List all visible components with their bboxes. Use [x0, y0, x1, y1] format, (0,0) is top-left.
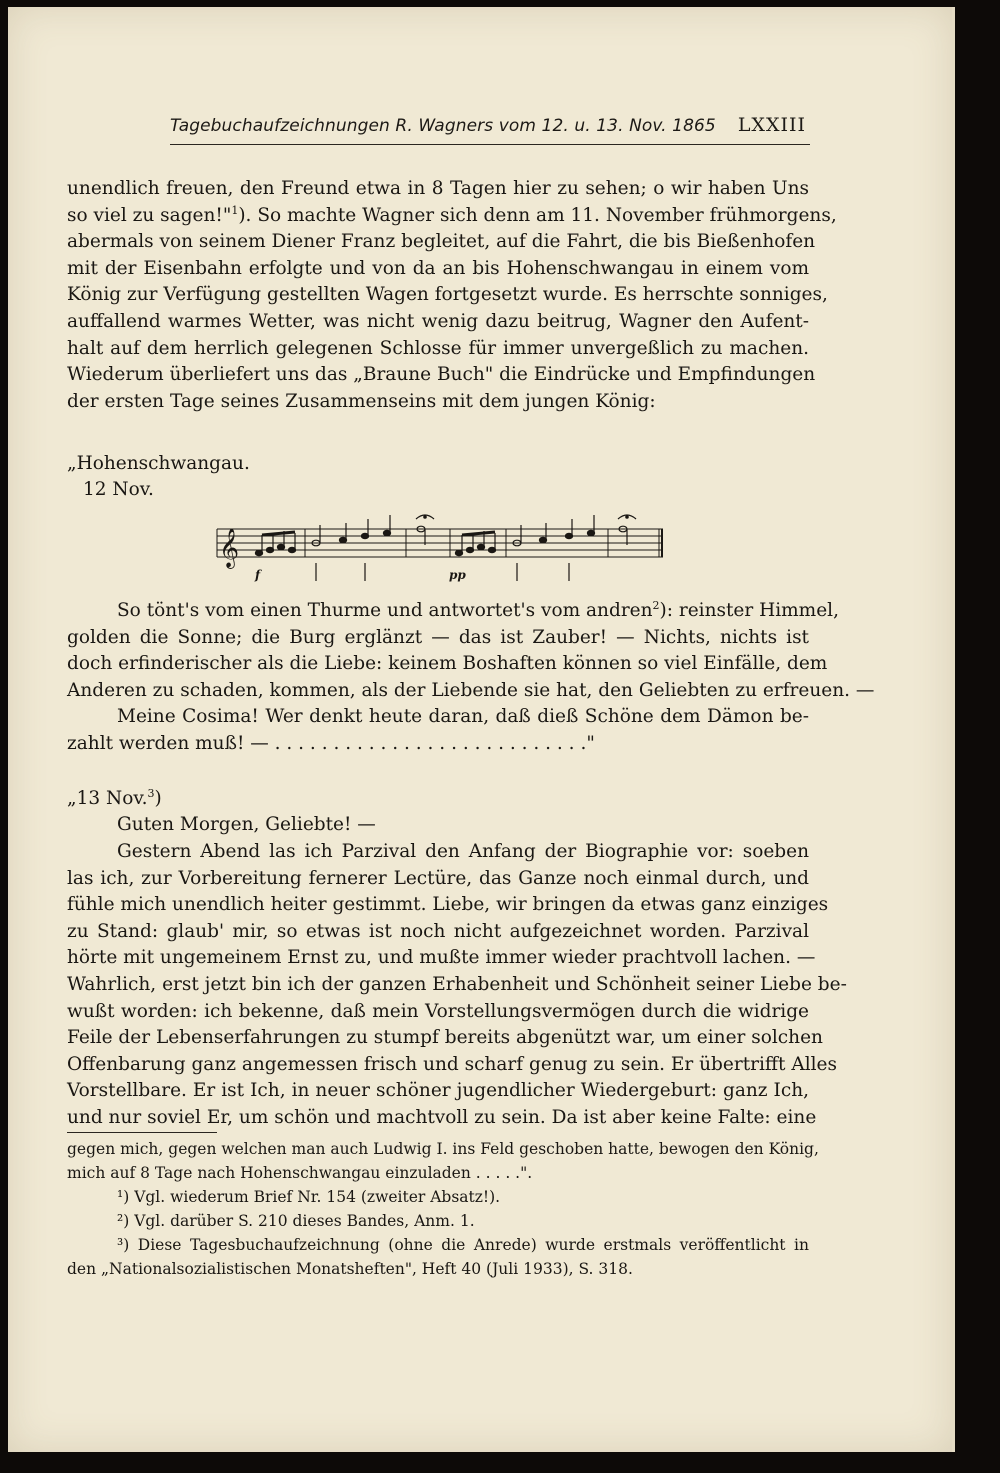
text-span: So tönt's vom einen Thurme und antwortet's vom andren	[117, 600, 653, 621]
paragraph-2	[67, 598, 875, 758]
text-line: doch erfinderischer als die Liebe: keinem Boshaften können so viel Einfälle, dem	[67, 653, 828, 675]
text-line: las ich, zur Vorbereitung fernerer Lectüre, das Ganze noch einmal durch, und	[67, 867, 809, 889]
footnote-ref: 3	[147, 786, 155, 800]
text-line	[67, 598, 839, 625]
text-span: ): reinster Himmel,	[659, 600, 839, 621]
footnote-1: ¹) Vgl. wiederum Brief Nr. 154 (zweiter Absatz!).	[117, 1188, 501, 1206]
footnote-rule	[67, 1132, 217, 1133]
text-line: golden die Sonne; die Burg erglänzt — das ist Zauber! — Nichts, nichts ist	[67, 626, 809, 648]
text-line: Wiederum überliefert uns das „Braune Buch" die Eindrücke und Empfindungen	[67, 364, 816, 386]
bass-stems	[316, 563, 569, 581]
entry-date: 12 Nov.	[83, 479, 154, 500]
text-span: ). So machte Wagner sich denn am 11. November frühmorgens,	[238, 204, 837, 226]
text-line: Gestern Abend las ich Parzival den Anfang der Biographie vor: soeben	[117, 841, 809, 862]
text-line: und nur soviel Er, um schön und machtvoll zu sein. Da ist aber keine Falte: eine	[67, 1106, 817, 1128]
text-line: mit der Eisenbahn erfolgte und von da an bis Hohenschwangau in einem vom	[67, 257, 809, 279]
paragraph-3	[67, 839, 847, 1132]
entry-place: „Hohenschwangau.	[67, 453, 250, 474]
entry-date: „13 Nov.$^3$)	[67, 786, 162, 809]
dynamic-pianissimo: pp	[449, 568, 466, 582]
text-line: Meine Cosima! Wer denkt heute daran, daß dieß Schöne dem Dämon be-	[117, 706, 809, 728]
running-header	[170, 112, 810, 142]
running-title: Tagebuchaufzeichnungen R. Wagners vom 12. u. 13. Nov. 1865	[170, 116, 716, 136]
footnote-2: ²) Vgl. darüber S. 210 dieses Bandes, Anm. 1.	[117, 1212, 475, 1230]
text-line: König zur Verfügung gestellten Wagen fortgesetzt wurde. Es herrschte sonniges,	[67, 284, 828, 306]
diary-entry-1-heading	[67, 451, 809, 503]
footnote-line: gegen mich, gegen welchen man auch Ludwig I. ins Feld geschoben hatte, bewogen den König,	[67, 1140, 819, 1158]
page-number: LXXIII	[737, 114, 806, 136]
text-line: Wahrlich, erst jetzt bin ich der ganzen Erhabenheit und Schönheit seiner Liebe be-	[67, 973, 847, 995]
text-line: zahlt werden muß! — . . . . . . . . . . . . . . . . . . . . . . . . . . ."	[67, 732, 595, 754]
text-line: zu Stand: glaub' mir, so etwas ist noch nicht aufgezeichnet worden. Parzival	[67, 920, 809, 942]
text-line: auffallend warmes Wetter, was nicht wenig dazu beitrug, Wagner den Aufent-	[67, 310, 809, 332]
footnote-ref: 2	[652, 598, 660, 612]
text-line: wußt worden: ich bekenne, daß mein Vorstellungsvermögen durch die widrige	[67, 1000, 809, 1022]
text-line: Feile der Lebenserfahrungen zu stumpf bereits abgenützt war, um einer solchen	[67, 1027, 823, 1049]
paragraph-1	[67, 176, 837, 415]
footnotes	[67, 1137, 819, 1281]
text-line: Anderen zu schaden, kommen, als der Liebende sie hat, den Geliebten zu erfreuen. —	[67, 679, 875, 701]
greeting: Guten Morgen, Geliebte! —	[117, 814, 376, 835]
text-span: so viel zu sagen!"	[67, 204, 232, 226]
footnote-3: ³) Diese Tagesbuchaufzeichnung (ohne die Anrede) wurde erstmals veröffentlicht in	[117, 1236, 809, 1254]
text-line: Vorstellbare. Er ist Ich, in neuer schöner jugendlicher Wiedergeburt: ganz Ich,	[67, 1080, 809, 1102]
text-line: der ersten Tage seines Zusammenseins mit dem jungen König:	[67, 390, 656, 412]
footnote-ref: 1	[231, 203, 239, 217]
text-line: hörte mit ungemeinem Ernst zu, und mußte immer wieder prachtvoll lachen. —	[67, 947, 816, 969]
text-line: fühle mich unendlich heiter gestimmt. Liebe, wir bringen da etwas ganz einziges	[67, 894, 829, 916]
text-line: Offenbarung ganz angemessen frisch und scharf genug zu sein. Er übertrifft Alles	[67, 1053, 837, 1075]
header-rule	[170, 144, 810, 145]
text-line	[67, 203, 837, 230]
treble-clef: 𝄞	[219, 528, 240, 568]
text-line: unendlich freuen, den Freund etwa in 8 Tagen hier zu sehen; o wir haben Uns	[67, 178, 809, 199]
footnote-line: mich auf 8 Tage nach Hohenschwangau einzuladen . . . . .".	[67, 1164, 533, 1182]
diary-entry-2-heading	[67, 786, 809, 838]
footnote-3-cont: den „Nationalsozialistischen Monatsheften", Heft 40 (Juli 1933), S. 318.	[67, 1260, 633, 1278]
dynamic-forte: f	[255, 568, 261, 582]
entry-date-text: „13 Nov.	[67, 788, 148, 809]
music-notation	[213, 505, 667, 585]
text-line: abermals von seinem Diener Franz begleitet, auf die Fahrt, die bis Bießenhofen	[67, 231, 816, 253]
page-edge	[952, 7, 955, 1452]
text-line: halt auf dem herrlich gelegenen Schlosse für immer unvergeßlich zu machen.	[67, 337, 809, 359]
